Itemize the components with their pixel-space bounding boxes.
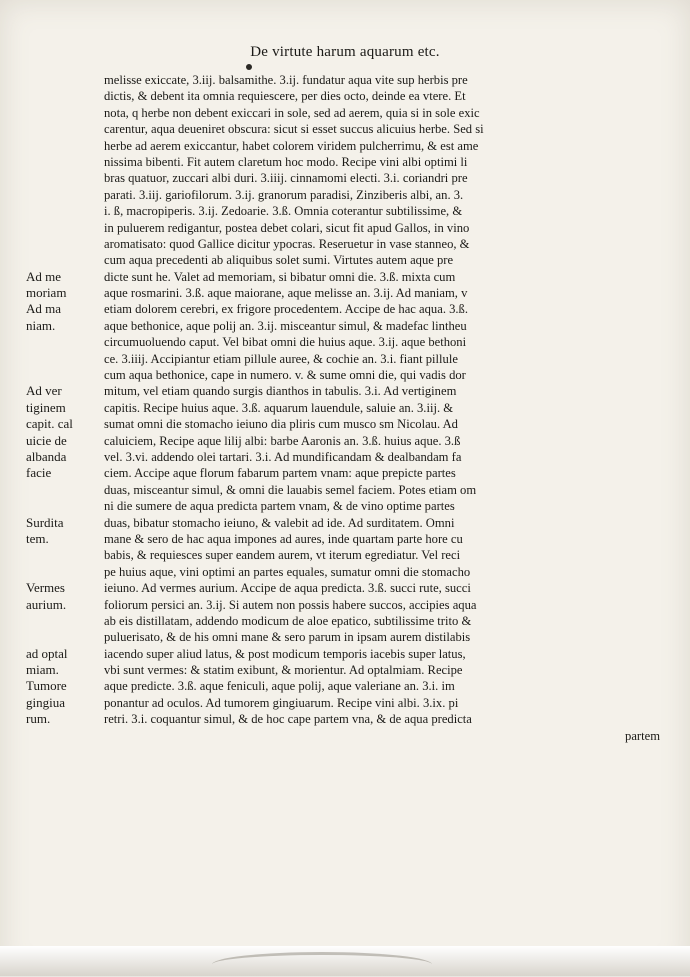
margin-note: Tumore: [26, 678, 67, 694]
margin-note: albanda: [26, 448, 67, 464]
text-line: partem: [625, 728, 660, 743]
margin-note: moriam: [26, 285, 67, 301]
text-line: babis, & requiesces super eandem aurem, vt iterum egrediatur. Vel reci: [104, 548, 461, 563]
text-line: ce. 3.iiij. Accipiantur etiam pillule auree, & cochie an. 3.i. fiant pillule: [104, 351, 458, 366]
margin-note: capit. cal: [26, 416, 73, 432]
margin-note: facie: [26, 465, 52, 481]
text-line: ab eis distillatam, addendo modicum de aloe epatico, subtilissime trito &: [104, 613, 472, 628]
text-line: cum aqua precedenti ab aliquibus solet sumi. Virtutes autem aque pre: [104, 253, 454, 268]
text-line: vel. 3.vi. addendo olei tartari. 3.i. Ad mundificandam & dealbandam fa: [104, 449, 462, 464]
text-line: aromatisato: quod Gallice dicitur ypocras. Reseruetur in vase stanneo, &: [104, 236, 470, 251]
text-line: sumat omni die stomacho ieiuno dia pliris cum musco sm Nicolau. Ad: [104, 417, 458, 432]
margin-note: tem.: [26, 530, 49, 546]
text-line: pe huius aque, vini optimi an partes equales, sumatur omni die stomacho: [104, 564, 471, 579]
margin-note: aurium.: [26, 596, 67, 612]
text-line: aque predicte. 3.ß. aque feniculi, aque polij, aque valeriane an. 3.i. im: [104, 679, 455, 694]
text-line: bras quatuor, zuccari albi duri. 3.iiij. cinnamomi electi. 3.i. coriandri pre: [104, 171, 468, 186]
text-line: foliorum persici an. 3.ij. Si autem non possis habere succos, accipies aqua: [104, 597, 477, 612]
running-header: De virtute harum aquarum etc.: [250, 44, 440, 60]
text-line: nota, q herbe non debent exiccari in sole, sed ad aerem, quia si in sole exic: [104, 105, 480, 120]
margin-note: niam.: [26, 317, 56, 333]
text-line: duas, bibatur stomacho ieiuno, & valebit ad ide. Ad surditatem. Omni: [104, 515, 455, 530]
text-line: aque bethonice, aque polij an. 3.ij. misceantur simul, & madefac lintheu: [104, 318, 467, 333]
text-line: mane & sero de hac aqua impones ad aures, inde quartam parte hore cu: [104, 531, 463, 546]
text-line: ciem. Accipe aque florum fabarum partem vnam: aque prepicte partes: [104, 466, 456, 481]
text-line: ni die sumere de aqua predicta partem vnam, & de vino optime partes: [104, 499, 455, 514]
text-line: melisse exiccate, 3.iij. balsamithe. 3.ij. fundatur aqua vite sup herbis pre: [104, 73, 468, 87]
text-line: aque rosmarini. 3.ß. aque maiorane, aque melisse an. 3.ij. Ad maniam, v: [104, 286, 468, 301]
text-line: iacendo super aliud latus, & post modicum temporis iacebis super latus,: [104, 646, 466, 661]
margin-note: rum.: [26, 711, 51, 727]
margin-note: Ad ver: [26, 383, 62, 399]
text-line: ponantur ad oculos. Ad tumorem gingiuarum. Recipe vini albi. 3.ix. pi: [104, 695, 459, 710]
margin-note: ad optal: [26, 645, 68, 661]
text-line: carentur, aqua deueniret obscura: sicut si esset succus alicuius herbe. Sed si: [104, 122, 484, 137]
margin-note: Ad me: [26, 268, 62, 284]
margin-note: Surdita: [26, 514, 64, 530]
text-line: nissima bibenti. Fit autem claretum hoc modo. Recipe vini albi optimi li: [104, 154, 468, 169]
text-line: duas, misceantur simul, & omni die lauabis semel faciem. Potes etiam om: [104, 482, 477, 497]
text-line: ieiuno. Ad vermes aurium. Accipe de aqua predicta. 3.ß. succi rute, succi: [104, 581, 471, 596]
text-line: dictis, & debent ita omnia requiescere, per dies octo, deinde ea vtere. Et: [104, 89, 466, 104]
margin-note: Vermes: [26, 580, 65, 596]
margin-note: miam.: [26, 662, 59, 678]
text-line: in puluerem redigantur, postea debet colari, sicut fit apud Gallos, in vino: [104, 220, 470, 235]
text-line: vbi sunt vermes: & statim exibunt, & morientur. Ad optalmiam. Recipe: [104, 663, 463, 678]
margin-note: tiginem: [26, 399, 66, 415]
text-line: cum aqua bethonice, cape in numero. v. & sume omni die, qui vadis dor: [104, 368, 466, 383]
book-clip: [212, 952, 432, 977]
text-line: etiam dolorem cerebri, ex frigore procedentem. Accipe de hac aqua. 3.ß.: [104, 302, 469, 317]
margin-note: gingiua: [26, 694, 65, 710]
text-line: capitis. Recipe huius aque. 3.ß. aquarum lauendule, saluie an. 3.iij. &: [104, 400, 454, 415]
text-line: i. ß, macropiperis. 3.ij. Zedoarie. 3.ß. Omnia coterantur subtilissime, &: [104, 204, 463, 219]
margin-note: Ad ma: [26, 301, 62, 317]
text-line: retri. 3.i. coquantur simul, & de hoc cape partem vna, & de aqua predicta: [104, 712, 472, 727]
text-line: circumuoluendo caput. Vel bibat omni die huius aque. 3.ij. aque bethoni: [104, 335, 467, 350]
text-line: puluerisato, & de his omni mane & sero parum in ipsam aurem distilabis: [104, 630, 471, 645]
margin-note: uicie de: [26, 432, 67, 448]
text-line: caluiciem, Recipe aque lilij albi: barbe Aaronis an. 3.ß. huius aque. 3.ß: [104, 433, 461, 448]
text-line: dicte sunt he. Valet ad memoriam, si bibatur omni die. 3.ß. mixta cum: [104, 269, 456, 284]
text-line: parati. 3.iij. gariofilorum. 3.ij. granorum paradisi, Zinziberis albi, an. 3.: [104, 187, 464, 202]
text-line: herbe ad aerem exiccantur, habet colorem viridem pulcherrimu, & est ame: [104, 138, 479, 153]
text-line: mitum, vel etiam quando surgis dianthos in tabulis. 3.i. Ad vertiginem: [104, 384, 457, 399]
